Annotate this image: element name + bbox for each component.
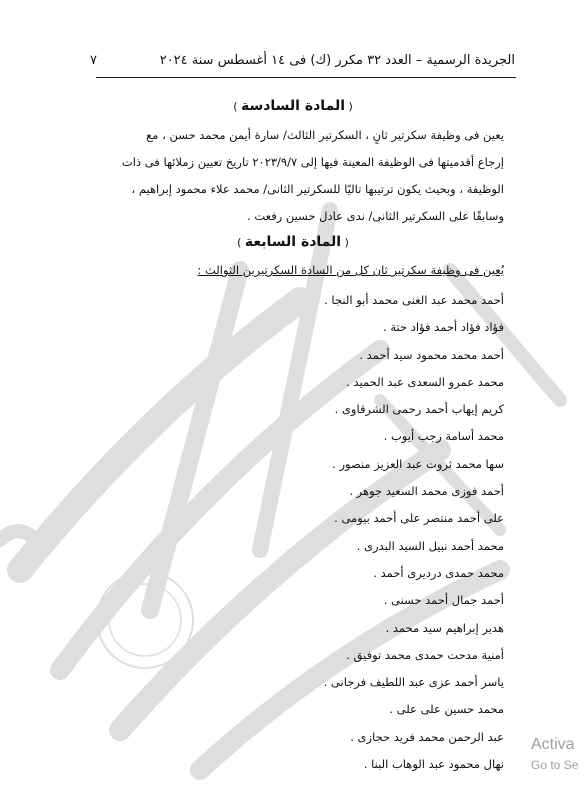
article-6-body: [64, 122, 504, 230]
list-item: أحمد جمال أحمد حسنى .: [383, 593, 504, 608]
list-item: محمد حسين على على .: [389, 702, 504, 717]
list-item: أحمد فوزى محمد السعيد جوهر .: [349, 484, 504, 499]
list-item: كريم إيهاب أحمد رحمى الشرقاوى .: [334, 402, 504, 417]
list-item: على أحمد منتصر على أحمد بيومى .: [334, 511, 504, 526]
list-item: أحمد محمد محمود سيد أحمد .: [359, 347, 504, 362]
list-item: محمد حمدى دردیری أحمد .: [373, 565, 504, 580]
article-6-line: الوظيفة ، وبحيث يكون ترتيبها تاليًا للسكرتير الثانى/ محمد علاء محمود إبراهيم ،: [131, 182, 504, 196]
list-item: هدير إبراهيم سيد محمد .: [385, 620, 504, 635]
list-item: أحمد محمد عبد الغنى محمد أبو النجا .: [324, 293, 504, 307]
list-item: سها محمد ثروت عبد العزيز منصور .: [332, 456, 504, 471]
article-7-title: المادة السابعة: [244, 234, 342, 250]
page-header: [90, 50, 515, 72]
list-item: محمد أحمد نبيل السيد البدرى .: [356, 538, 504, 553]
list-item: عبد الرحمن محمد فريد حجازى .: [350, 729, 504, 744]
article-6-line: وسابقًا على السكرتير الثانى/ ندى عادل حسين رفعت .: [247, 209, 504, 223]
page-number: ٧: [90, 53, 97, 68]
gazette-title: الجريدة الرسمية – العدد ٣٢ مكرر (ك) فى ١٤ أغسطس سنة ٢٠٢٤: [159, 53, 515, 68]
list-item: محمد عمرو السعدى عبد الحميد .: [346, 374, 504, 389]
header-divider: [96, 77, 516, 78]
article-6-title: المادة السادسة: [240, 98, 346, 114]
article-6-heading: ( المادة السادسة ): [233, 98, 353, 114]
list-item: أمنية مدحت حمدى محمد توفيق .: [346, 647, 504, 662]
activation-title: Activa: [531, 736, 575, 753]
list-item: فؤاد فؤاد أحمد فؤاد حتة .: [383, 320, 504, 335]
appointees-list: [204, 287, 504, 778]
list-item: محمد أسامة رجب أيوب .: [383, 429, 504, 444]
article-7-intro: يُعين فى وظيفة سكرتير ثان كل من السادة السكرتيرين الثوالث :: [197, 263, 504, 277]
article-6-line: يعين فى وظيفة سكرتير ثانٍ ، السكرتير الثالث/ سارة أيمن محمد حسن ، مع: [146, 128, 504, 142]
windows-activation-overlay: [531, 736, 578, 772]
list-item: ياسر أحمد عزى عبد اللطيف فرجانى .: [323, 675, 504, 690]
article-7-heading: ( المادة السابعة ): [237, 234, 349, 250]
article-6-line: إرجاع أقدميتها فى الوظيفة المعينة فيها إلى ٢٠٢٣/٩/٧ تاريخ تعيين زملائها فى ذات: [121, 155, 504, 169]
list-item: نهال محمود عبد الوهاب البنا .: [363, 757, 504, 772]
activation-subtitle: Go to Se: [531, 758, 579, 772]
